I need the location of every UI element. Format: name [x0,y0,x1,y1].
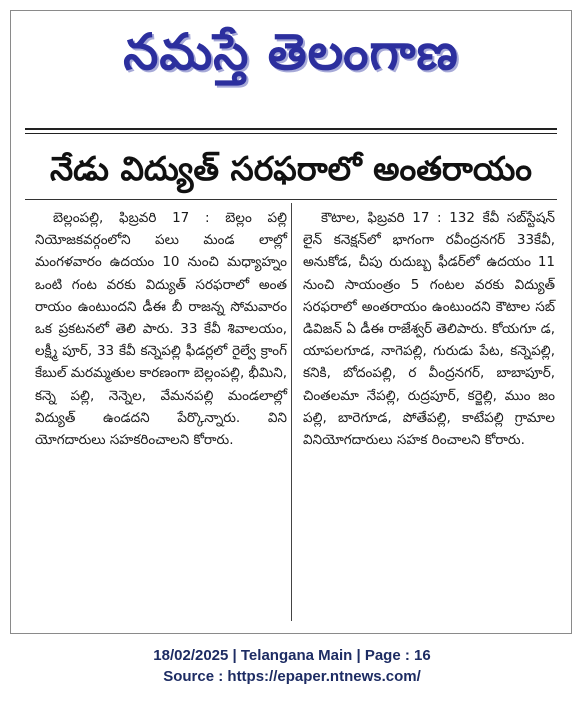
newspaper-clipping [10,10,572,634]
masthead [11,15,571,89]
edition-info: 18/02/2025 | Telangana Main | Page : 16 [153,647,431,664]
source-footer [0,645,584,687]
headline-rule [25,199,557,200]
column-divider [291,203,292,621]
masthead-rule-thin [25,133,557,134]
newspaper-logo: నమస్తే తెలంగాణ [123,23,459,81]
masthead-rule [25,128,557,130]
article-paragraph-right: కౌటాల, ఫిబ్రవరి 17 : 132 కేవీ సబ్‌స్టేషన్ లైన్ కనెక్షన్‌లో భాగంగా రవీంద్రనగర్ 33కేవీ, అనుకోడ, చీపు రుదుబ్బ ఫీడర్‌లో ఉదయం 11 నుంచి సాయంత్రం 5 గంటల వరకు విద్యుత్ సరఫరాలో అంతరాయం ఉంటుందని కౌటాల సబ్ డివిజన్ ఏ డీఈ రాజేశ్వర్ తెలిపారు. కోయగూ డ, యాపలగూడ, నాగెపల్లి, గురుడు పేట, కన్నెపల్లి, కనికి, బోదంపల్లి, ర వీంద్రనగర్, బాబాపూర్, చింతలమా నేపల్లి, రుద్రపూర్, కర్జెల్లి, ముం జం పల్లి, బారెగూడ, పోతేపల్లి, కాటేపల్లి గ్రామాల వినియోగదారులు సహక రించాలని కోరారు. [303,210,555,449]
article-column-left [35,207,287,451]
source-link[interactable]: Source : https://epaper.ntnews.com/ [163,668,421,685]
article-headline: నేడు విద్యుత్ సరఫరాలో అంతరాయం [49,149,533,188]
article-column-right [303,207,555,451]
article-paragraph-left: బెల్లంపల్లి, ఫిబ్రవరి 17 : బెల్లం పల్లి నియోజకవర్గంలోని పలు మండ లాల్లో మంగళవారం ఉదయం 10 నుంచి మధ్యాహ్నం ఒంటి గంట వరకు విద్యుత్ సరఫరాలో అంత రాయం ఉంటుందని డీఈ బీ రాజన్న సోమవారం ఒక ప్రకటనలో తెలి పారు. 33 కేవీ శివాలయం, లక్ష్మీ పూర్, 33 కేవీ కన్నెపల్లి ఫీడర్లలో రైల్వే క్రాంగ్ కేబుల్ మరమ్మతుల కారణంగా బెల్లంపల్లి, భీమిని, కన్నె పల్లి, నెన్నెల, వేమనపల్లి మండలాల్లో విద్యుత్ ఉండదని పేర్కొన్నారు. విని యోగదారులు సహకరించాలని కోరారు. [35,210,287,449]
